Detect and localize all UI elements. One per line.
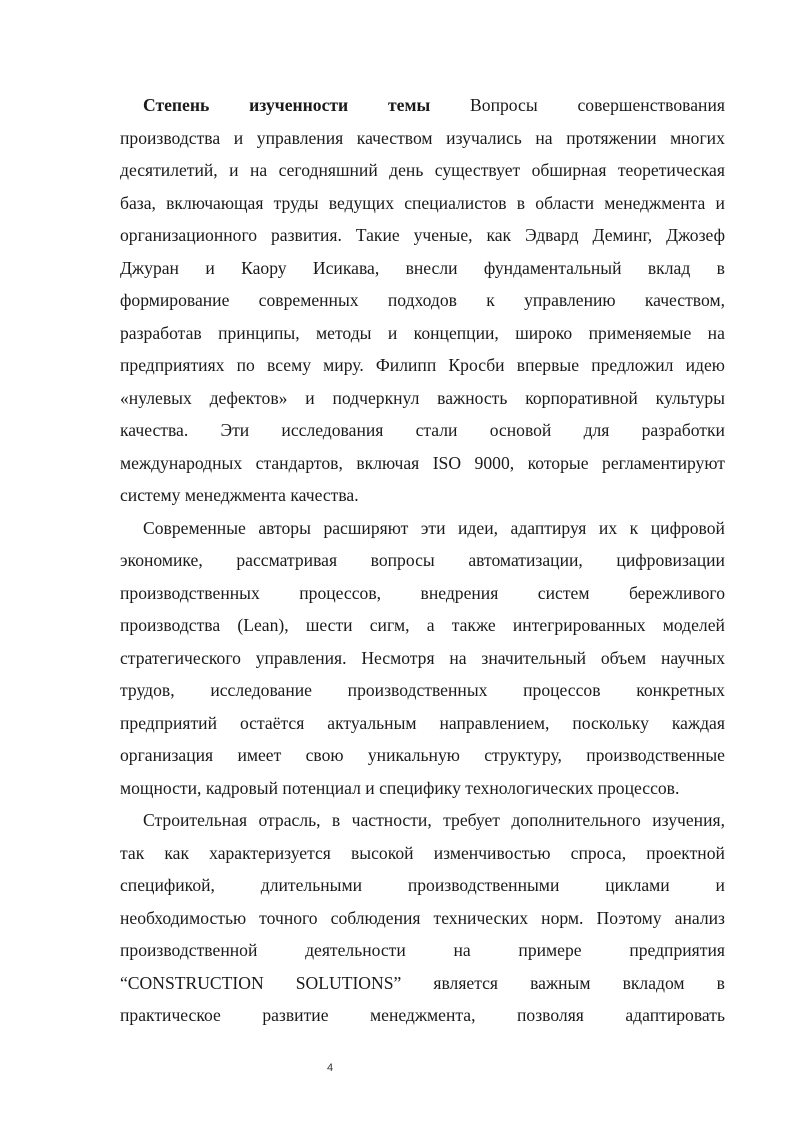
text-word: широко <box>515 322 573 343</box>
paragraph-last-line: систему менеджмента качества. <box>120 485 359 505</box>
text-line <box>120 999 725 1032</box>
text-word: Деминг, <box>592 225 653 245</box>
text-word: предприятия <box>629 940 725 960</box>
text-line <box>120 544 725 577</box>
text-word: Несмотря <box>361 647 435 668</box>
text-line <box>120 577 725 610</box>
text-word: а <box>426 615 435 635</box>
text-word: Современные <box>143 517 246 538</box>
text-word: производства <box>120 615 221 635</box>
text-word: изучения, <box>652 810 725 830</box>
text-word: стратегического <box>120 647 241 668</box>
text-word: свою <box>305 745 344 765</box>
text-word: производственные <box>586 745 725 765</box>
text-word: в <box>331 810 341 830</box>
text-line <box>120 414 725 447</box>
text-word: разработки <box>641 420 725 440</box>
text-word: предприятий <box>120 712 217 733</box>
text-word: практическое <box>120 1005 221 1025</box>
text-word: ISO <box>432 452 462 473</box>
text-line <box>120 739 725 772</box>
text-line <box>120 252 725 285</box>
text-word: Каору <box>241 257 287 278</box>
text-line <box>120 967 725 1000</box>
text-word: области <box>535 192 595 213</box>
text-word: современных <box>258 290 359 310</box>
text-word: имеет <box>237 745 282 765</box>
text-word: и <box>233 127 244 148</box>
text-word: впервые <box>516 355 580 375</box>
text-word: эти <box>420 517 446 538</box>
text-word: управления. <box>255 647 347 668</box>
text-word: позволяя <box>517 1005 584 1025</box>
text-word: фундаментальный <box>483 257 622 278</box>
text-word: менеджмента, <box>370 1005 476 1025</box>
text-word: и <box>229 160 239 180</box>
text-word: дополнительного <box>511 810 641 830</box>
text-word: качества. <box>120 420 189 440</box>
text-word: систем <box>537 582 590 603</box>
text-word: и <box>205 257 215 278</box>
text-word: так <box>120 842 145 863</box>
text-word: на <box>707 322 725 343</box>
text-word: к <box>629 517 639 538</box>
text-word: для <box>583 420 610 440</box>
text-line <box>120 154 725 187</box>
text-word: необходимостью <box>120 907 247 928</box>
text-line <box>120 187 725 220</box>
text-word: менеджмента <box>604 192 706 213</box>
text-word: анализ <box>674 907 725 928</box>
text-word: подчеркнул <box>332 387 420 408</box>
text-word: моделей <box>662 615 725 635</box>
text-word: исследования <box>281 420 384 440</box>
text-word: Эти <box>220 420 250 440</box>
text-line <box>120 512 725 545</box>
text-line <box>120 934 725 967</box>
text-word: «нулевых <box>120 387 192 408</box>
text-word: Кросби <box>448 355 505 375</box>
text-word: предприятиях <box>120 355 225 375</box>
text-word: примере <box>518 940 582 960</box>
text-line <box>120 284 725 317</box>
text-word: циклами <box>605 875 670 895</box>
text-word: концепции, <box>413 322 499 343</box>
text-word: организационного <box>120 225 258 245</box>
text-word: Филипп <box>375 355 437 375</box>
text-word: управлению <box>524 290 616 310</box>
text-word: объем <box>600 647 647 668</box>
text-word: трудов, <box>120 680 175 700</box>
text-word: производства <box>120 127 221 148</box>
text-line <box>120 707 725 740</box>
text-word: “CONSTRUCTION <box>120 972 264 993</box>
text-word: разработав <box>120 322 202 343</box>
text-line <box>120 122 725 155</box>
text-word: дефектов» <box>209 387 288 408</box>
text-word: основой <box>489 420 552 440</box>
text-word: норм. <box>541 907 584 928</box>
text-line <box>120 804 725 837</box>
text-word: (Lean), <box>237 615 289 635</box>
text-word: производственной <box>120 940 258 960</box>
text-word: остаётся <box>239 712 305 733</box>
text-word: международных <box>120 452 243 473</box>
text-word: и <box>715 192 725 213</box>
text-word: существует <box>434 160 521 180</box>
text-word: экономике, <box>120 550 203 570</box>
text-word: корпоративной <box>525 387 638 408</box>
text-word: автоматизации, <box>468 550 583 570</box>
text-word: длительными <box>260 875 363 895</box>
text-word: интегрированных <box>512 615 646 635</box>
text-word: каждая <box>671 712 725 733</box>
paragraph-3 <box>120 804 725 1032</box>
text-word: принципы, <box>218 322 300 343</box>
text-word: база, <box>120 192 156 213</box>
text-word: вкладом <box>622 972 685 993</box>
text-word: характеризуется <box>209 842 331 863</box>
section-heading-word: изученности <box>249 95 349 115</box>
text-word: по <box>236 355 255 375</box>
text-word: спроса, <box>570 842 627 863</box>
text-word: как <box>164 842 190 863</box>
text-word: уникальную <box>367 745 460 765</box>
text-line <box>120 642 725 675</box>
text-word: протяжении <box>566 127 657 148</box>
text-word: проектной <box>646 842 725 863</box>
text-word: в <box>716 257 725 278</box>
text-line <box>120 349 725 382</box>
text-word: развитие <box>262 1005 329 1025</box>
text-word: в <box>716 972 725 993</box>
text-word: Поэтому <box>596 907 662 928</box>
text-word: к <box>486 290 495 310</box>
text-word: развития. <box>270 225 342 245</box>
text-line <box>120 837 725 870</box>
text-word: подходов <box>387 290 457 310</box>
text-word: высокой <box>351 842 414 863</box>
text-word: изучались <box>446 127 522 148</box>
text-word: регламентируют <box>602 452 725 473</box>
text-word: SOLUTIONS” <box>295 972 402 993</box>
text-word: важность <box>437 387 508 408</box>
text-word: и <box>715 875 725 895</box>
section-heading-word: темы <box>388 95 431 115</box>
text-word: десятилетий, <box>120 160 218 180</box>
text-word: на <box>535 127 553 148</box>
text-word: качеством, <box>644 290 725 310</box>
text-word: вклад <box>647 257 691 278</box>
text-word: исследование <box>210 680 312 700</box>
text-word: методы <box>316 322 372 343</box>
text-line <box>120 609 725 642</box>
text-word: актуальным <box>327 712 417 733</box>
text-word: на <box>449 647 467 668</box>
text-line <box>120 869 725 902</box>
text-word: бережливого <box>628 582 725 603</box>
text-word: и <box>387 322 398 343</box>
text-word: ученые, <box>413 225 473 245</box>
text-word: сигм, <box>369 615 410 635</box>
text-word: включающая <box>166 192 264 213</box>
text-word: в <box>516 192 526 213</box>
text-line <box>120 447 725 480</box>
text-word: Исикава, <box>312 257 380 278</box>
text-word: сегодняшний <box>278 160 378 180</box>
text-word: точного <box>259 907 318 928</box>
text-word: качеством <box>356 127 433 148</box>
text-word: спецификой, <box>120 875 215 895</box>
document-page <box>120 89 725 1032</box>
text-word: предложил <box>591 355 674 375</box>
text-word: вопросы <box>370 550 435 570</box>
text-word: частности, <box>351 810 432 830</box>
text-word: внесли <box>405 257 458 278</box>
text-word: Вопросы <box>470 95 538 115</box>
text-word: идею <box>685 355 725 375</box>
text-word: производственных <box>347 680 488 700</box>
text-line <box>120 219 725 252</box>
page-number: 4 <box>326 1062 334 1074</box>
text-word: значительный <box>481 647 587 668</box>
text-word: структуру, <box>484 745 562 765</box>
text-word: деятельности <box>305 940 406 960</box>
text-word: изменчивостью <box>433 842 551 863</box>
text-word: теоретическая <box>617 160 725 180</box>
text-word: как <box>486 225 512 245</box>
text-word: труды <box>273 192 319 213</box>
text-word: конкретных <box>636 680 725 700</box>
text-word: цифровой <box>650 517 725 538</box>
text-word: является <box>433 972 499 993</box>
text-word: процессов, <box>299 582 382 603</box>
text-word: авторы <box>258 517 311 538</box>
text-word: день <box>389 160 424 180</box>
text-word: обширная <box>531 160 607 180</box>
text-word: и <box>305 387 315 408</box>
text-word: шести <box>305 615 353 635</box>
text-word: технических <box>433 907 529 928</box>
text-word: миру. <box>323 355 364 375</box>
heading-line <box>120 89 725 122</box>
text-word: Эдвард <box>525 225 579 245</box>
text-word: формирование <box>120 290 230 310</box>
text-word: производственных <box>120 582 260 603</box>
text-word: всему <box>267 355 311 375</box>
text-word: культуры <box>655 387 725 408</box>
text-word: которые <box>527 452 589 473</box>
paragraph-2 <box>120 512 725 772</box>
text-word: управления <box>256 127 344 148</box>
text-word: специалистов <box>404 192 507 213</box>
text-line <box>120 382 725 415</box>
text-word: применяемые <box>588 322 692 343</box>
text-word: адаптируя <box>510 517 587 538</box>
text-word: Джуран <box>120 257 179 278</box>
text-word: внедрения <box>420 582 499 603</box>
text-word: Строительная <box>143 810 248 830</box>
text-line <box>120 902 725 935</box>
text-word: научных <box>660 647 725 668</box>
text-word: направлением, <box>439 712 550 733</box>
text-word: производственными <box>407 875 560 895</box>
text-word: ведущих <box>328 192 395 213</box>
text-word: также <box>451 615 496 635</box>
text-word: Такие <box>355 225 400 245</box>
text-word: поскольку <box>572 712 649 733</box>
text-word: Джозеф <box>666 225 725 245</box>
paragraph-last-line: мощности, кадровый потенциал и специфику технологических процессов. <box>120 777 680 798</box>
text-word: включая <box>356 452 420 473</box>
text-word: рассматривая <box>236 550 338 570</box>
text-word: стали <box>415 420 458 440</box>
text-word: 9000, <box>474 452 515 473</box>
text-word: многих <box>670 127 725 148</box>
paragraph-1 <box>120 122 725 480</box>
text-word: идеи, <box>458 517 499 538</box>
text-word: стандартов, <box>255 452 343 473</box>
text-word: отрасль, <box>258 810 321 830</box>
text-word: требует <box>443 810 500 830</box>
text-word: соблюдения <box>330 907 421 928</box>
text-word: совершенствования <box>577 95 725 115</box>
text-word: на <box>249 160 268 180</box>
text-word: их <box>598 517 618 538</box>
text-line <box>120 317 725 350</box>
text-line <box>120 674 725 707</box>
section-heading-word: Степень <box>143 95 210 115</box>
text-word: цифровизации <box>616 550 725 570</box>
text-word: организация <box>120 745 214 765</box>
text-word: на <box>453 940 471 960</box>
text-word: процессов <box>523 680 601 700</box>
text-word: адаптировать <box>625 1005 725 1025</box>
text-word: важным <box>530 972 591 993</box>
text-word: расширяют <box>323 517 409 538</box>
